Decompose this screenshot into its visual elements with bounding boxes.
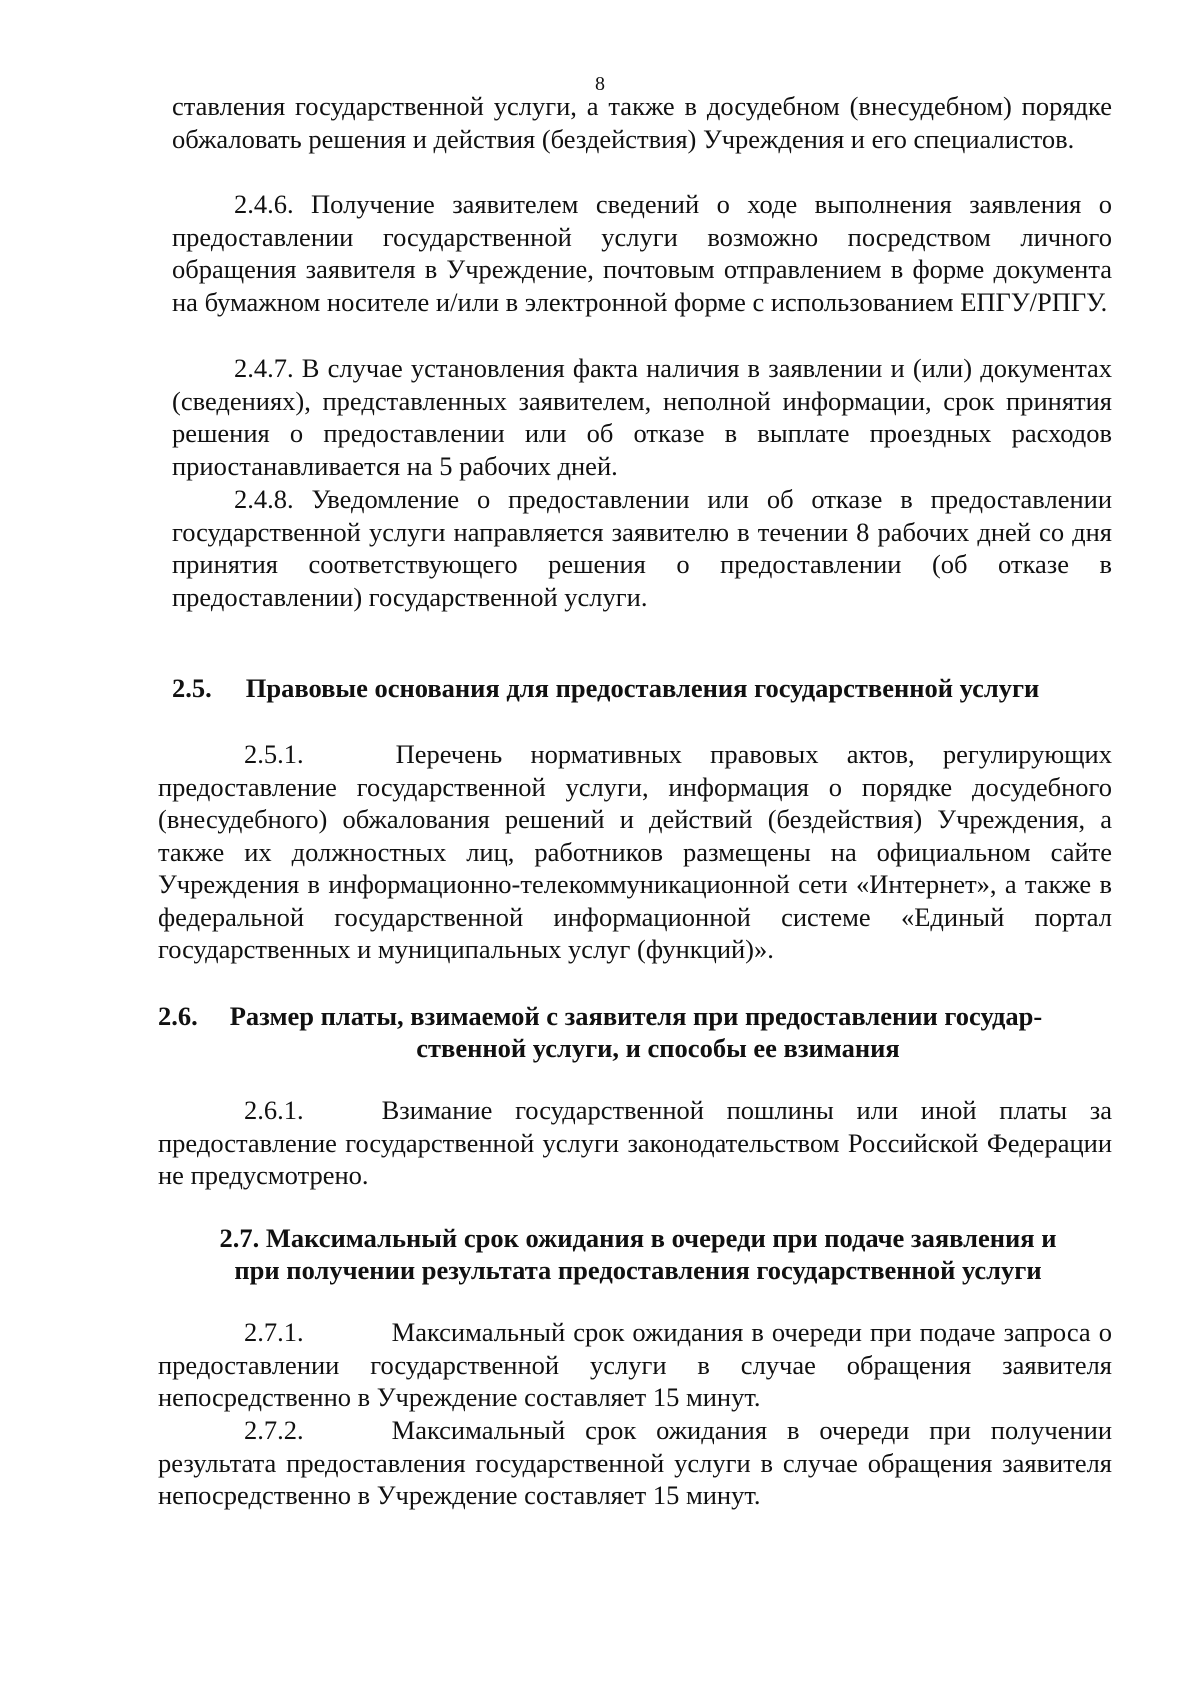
paragraph-2-4-8	[172, 483, 1112, 613]
paragraph-2-6-1-text: Взимание государственной пошлины или иной платы за предоставление государственной услуги законодательством Российской Федерации не предусмотрено.	[158, 1095, 1112, 1190]
section-2-6-title-line2: ственной услуги, и способы ее взимания	[416, 1033, 900, 1063]
page-number: 8	[595, 73, 605, 95]
paragraph-2-5-1-text: Перечень нормативных правовых актов, регулирующих предоставление государственной услуги, информация о порядке досудебного (внесудебного) обжалования решений и действий (бездействия) Учреждения, а также их должностных лиц, работников размещены на официальном сайте Учреждения в информационно-телекоммуникационной сети «Интернет», а также в федеральной государственной информационной системе «Единый портал государственных и муниципальных услуг (функций)».	[158, 739, 1112, 964]
paragraph-2-7-1-text: Максимальный срок ожидания в очереди при подаче запроса о предоставлении государственной услуги в случае обращения заявителя непосредственно в Учреждение составляет 15 минут.	[158, 1317, 1112, 1412]
section-2-7-title-line1: 2.7. Максимальный срок ожидания в очереди при подаче заявления и	[219, 1223, 1057, 1253]
section-2-7-title-line2: при получении результата предоставления государственной услуги	[234, 1255, 1042, 1285]
paragraph-2-4-6	[172, 188, 1112, 318]
paragraph-2-5-1	[158, 738, 1112, 966]
paragraph-2-4-6-text: 2.4.6. Получение заявителем сведений о ходе выполнения заявления о предоставлении государственной услуги возможно посредством личного обращения заявителя в Учреждение, почтовым отправлением в форме документа на бумажном носителе и/или в электронной форме с использованием ЕПГУ/РПГУ.	[172, 189, 1112, 317]
paragraph-2-4-7-text: 2.4.7. В случае установления факта наличия в заявлении и (или) документах (сведениях), представленных заявителем, неполной информации, срок принятия решения о предоставлении или об отказе в выплате проездных расходов приостанавливается на 5 рабочих дней.	[172, 353, 1112, 481]
intro-text: ставления государственной услуги, а также в досудебном (внесудебном) порядке обжаловать решения и действия (бездействия) Учреждения и его специалистов.	[172, 91, 1112, 154]
paragraph-2-7-2	[158, 1414, 1112, 1512]
paragraph-2-6-1	[158, 1094, 1112, 1192]
paragraph-2-4-7	[172, 352, 1112, 482]
paragraph-2-7-2-number: 2.7.2.	[244, 1415, 304, 1445]
section-2-5-number: 2.5.	[172, 673, 212, 703]
intro-paragraph	[172, 90, 1112, 155]
section-2-7-heading	[158, 1222, 1118, 1286]
paragraph-2-7-1-number: 2.7.1.	[244, 1317, 304, 1347]
paragraph-2-7-1	[158, 1316, 1112, 1414]
section-2-6-heading	[158, 1000, 1118, 1064]
paragraph-2-5-1-number: 2.5.1.	[244, 739, 304, 769]
section-2-5-heading	[172, 672, 1132, 704]
paragraph-2-4-8-text: 2.4.8. Уведомление о предоставлении или об отказе в предоставлении государственной услуги направляется заявителю в течении 8 рабочих дней со дня принятия соответствующего решения о предоставлении (об отказе в предоставлении) государственной услуги.	[172, 484, 1112, 612]
paragraph-2-6-1-number: 2.6.1.	[244, 1095, 304, 1125]
section-2-5-title: Правовые основания для предоставления государственной услуги	[245, 673, 1040, 703]
section-2-6-number: 2.6.	[158, 1001, 198, 1031]
section-2-6-title-line1: Размер платы, взимаемой с заявителя при предоставлении государ-	[229, 1001, 1043, 1031]
paragraph-2-7-2-text: Максимальный срок ожидания в очереди при получении результата предоставления государственной услуги в случае обращения заявителя непосредственно в Учреждение составляет 15 минут.	[158, 1415, 1112, 1510]
